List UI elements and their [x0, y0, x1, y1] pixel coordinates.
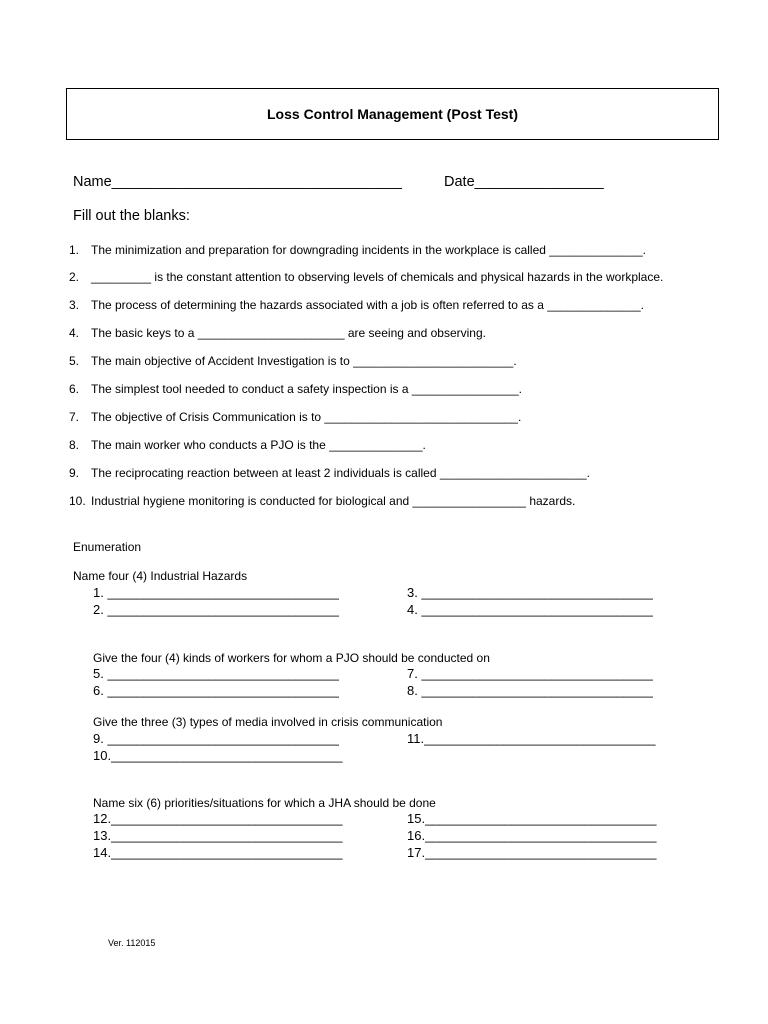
group-title-3: Give the three (3) types of media involved in crisis communication	[93, 715, 443, 729]
name-field: Name____________________________________	[73, 174, 402, 190]
enum-item-5: 5. ________________________________	[93, 666, 339, 681]
document-title: Loss Control Management (Post Test)	[267, 106, 518, 122]
enum-item-7: 7. ________________________________	[407, 666, 653, 681]
enum-item-1: 1. ________________________________	[93, 585, 339, 600]
enum-item-16: 16.________________________________	[407, 828, 657, 843]
enum-item-6: 6. ________________________________	[93, 683, 339, 698]
enum-item-17: 17.________________________________	[407, 845, 657, 860]
date-field: Date________________	[444, 174, 604, 190]
enum-item-3: 3. ________________________________	[407, 585, 653, 600]
group-title-1: Name four (4) Industrial Hazards	[73, 569, 248, 583]
enum-item-13: 13.________________________________	[93, 828, 343, 843]
group-title-2: Give the four (4) kinds of workers for whom a PJO should be conducted on	[93, 651, 490, 665]
enum-item-12: 12.________________________________	[93, 811, 343, 826]
question-8: 8. The main worker who conducts a PJO is the ______________.	[69, 438, 426, 452]
question-1: 1. The minimization and preparation for downgrading incidents in the workplace is called ______________.	[69, 243, 647, 257]
enum-item-2: 2. ________________________________	[93, 602, 339, 617]
question-4: 4. The basic keys to a ______________________ are seeing and observing.	[69, 326, 486, 340]
enum-item-8: 8. ________________________________	[407, 683, 653, 698]
enum-item-9: 9. ________________________________	[93, 731, 339, 746]
question-7: 7. The objective of Crisis Communication is to _____________________________.	[69, 410, 522, 424]
question-6: 6. The simplest tool needed to conduct a safety inspection is a ________________.	[69, 382, 522, 396]
enum-item-15: 15.________________________________	[407, 811, 657, 826]
enum-item-4: 4. ________________________________	[407, 602, 653, 617]
title-box	[66, 88, 719, 140]
question-10: 10. Industrial hygiene monitoring is conducted for biological and _________________ hazards.	[69, 494, 576, 508]
enum-item-11: 11.________________________________	[407, 731, 656, 746]
version-label: Ver. 112015	[108, 938, 156, 948]
question-2: 2. _________ is the constant attention to observing levels of chemicals and physical hazards in the workplace.	[69, 270, 664, 284]
question-9: 9. The reciprocating reaction between at least 2 individuals is called ______________________.	[69, 466, 591, 480]
enumeration-heading: Enumeration	[73, 540, 142, 554]
group-title-4: Name six (6) priorities/situations for which a JHA should be done	[93, 796, 436, 810]
enum-item-14: 14.________________________________	[93, 845, 343, 860]
instruction: Fill out the blanks:	[73, 208, 190, 224]
question-5: 5. The main objective of Accident Investigation is to ________________________.	[69, 354, 517, 368]
enum-item-10: 10.________________________________	[93, 748, 343, 763]
question-3: 3. The process of determining the hazards associated with a job is often referred to as a ______________.	[69, 298, 645, 312]
